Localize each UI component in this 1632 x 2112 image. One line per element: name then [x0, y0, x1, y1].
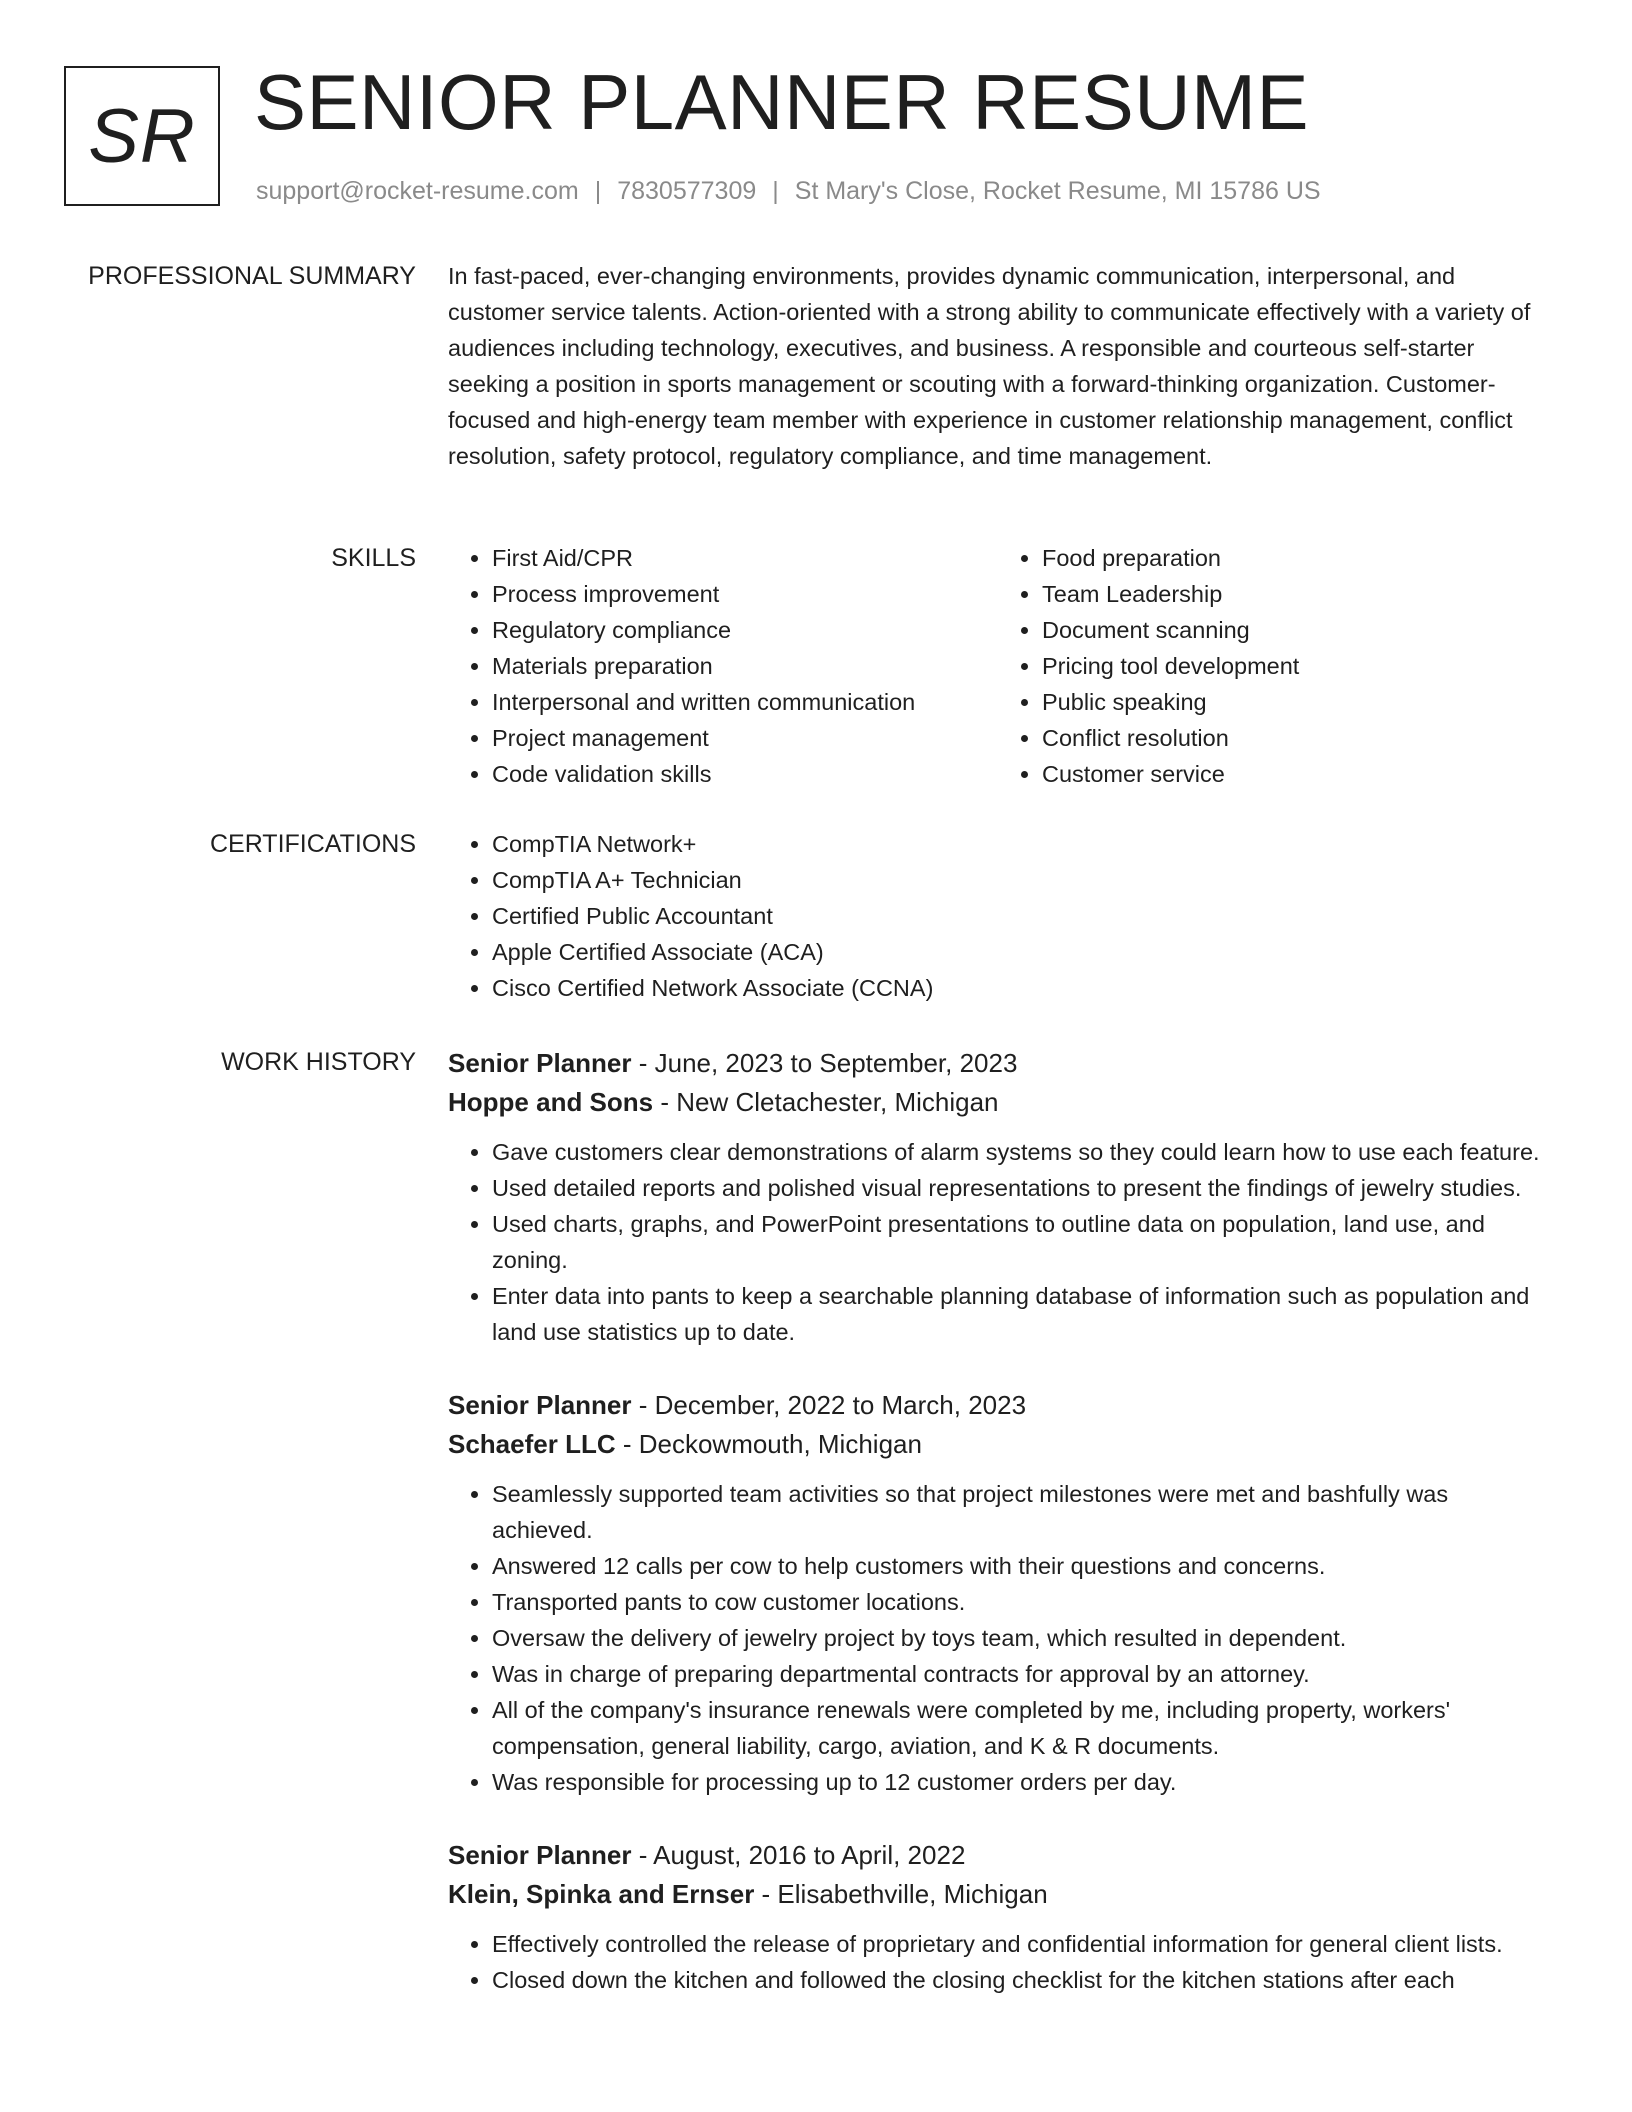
summary-heading: PROFESSIONAL SUMMARY [88, 262, 416, 290]
job-title-line [448, 1836, 1548, 1875]
skills-columns [448, 540, 1548, 792]
certifications-heading: CERTIFICATIONS [209, 830, 416, 858]
job-company: Klein, Spinka and Ernser [448, 1879, 755, 1909]
job-title: Senior Planner [448, 1840, 632, 1870]
skill-item: • Materials preparation [492, 648, 998, 684]
job-duties [448, 1476, 1548, 1800]
job-company-line [448, 1083, 1548, 1122]
job-dates: - June, 2023 to September, 2023 [631, 1048, 1018, 1078]
certifications-body [448, 826, 1548, 1006]
skill-item: • Document scanning [1042, 612, 1548, 648]
skill-item: • Pricing tool development [1042, 648, 1548, 684]
work-history-heading: WORK HISTORY [221, 1048, 416, 1076]
contact-separator: | [772, 177, 779, 205]
job-duties [448, 1134, 1548, 1350]
phone-number[interactable]: 7830577309 [617, 177, 757, 205]
certification-item: • Certified Public Accountant [492, 898, 1548, 934]
skill-item: • Food preparation [1042, 540, 1548, 576]
skill-item: • Conflict resolution [1042, 720, 1548, 756]
summary-text: In fast-paced, ever-changing environments, provides dynamic communication, interpersonal, and customer service talents. Action-oriented with a strong ability to communicate effectively with a variety of audiences including technology, executives, and business. A responsible and courteous self-starter seeking a position in sports management or scouting with a forward-thinking organization. Customer-focused and high-energy team member with experience in customer relationship management, conflict resolution, safety protocol, regulatory compliance, and time management. [448, 263, 1531, 469]
job-entry [448, 1836, 1548, 1998]
skill-item: • Code validation skills [492, 756, 998, 792]
job-company-line [448, 1425, 1548, 1464]
skills-heading: SKILLS [331, 544, 416, 572]
job-duty: • Effectively controlled the release of proprietary and confidential information for general client lists. [492, 1926, 1548, 1962]
job-dates: - December, 2022 to March, 2023 [631, 1390, 1027, 1420]
job-duty: • Answered 12 calls per cow to help customers with their questions and concerns. [492, 1548, 1548, 1584]
job-duty: • Gave customers clear demonstrations of alarm systems so they could learn how to use each feature. [492, 1134, 1548, 1170]
job-duty: • Was in charge of preparing departmental contracts for approval by an attorney. [492, 1656, 1548, 1692]
job-duty: • Enter data into pants to keep a searchable planning database of information such as population and land use statistics up to date. [492, 1278, 1548, 1350]
job-duty: • Oversaw the delivery of jewelry project by toys team, which resulted in dependent. [492, 1620, 1548, 1656]
job-duty: • Closed down the kitchen and followed the closing checklist for the kitchen stations after each [492, 1962, 1548, 1998]
job-title-line [448, 1386, 1548, 1425]
job-duty: • All of the company's insurance renewals were completed by me, including property, workers' compensation, general liability, cargo, aviation, and K & R documents. [492, 1692, 1548, 1764]
job-location: - New Cletachester, Michigan [653, 1087, 999, 1117]
job-duty: • Seamlessly supported team activities so that project milestones were met and bashfully was achieved. [492, 1476, 1548, 1548]
skill-item: • Regulatory compliance [492, 612, 998, 648]
certification-item: • CompTIA Network+ [492, 826, 1548, 862]
job-duty: • Used detailed reports and polished visual representations to present the findings of jewelry studies. [492, 1170, 1548, 1206]
certification-item: • Apple Certified Associate (ACA) [492, 934, 1548, 970]
job-dates: - August, 2016 to April, 2022 [631, 1840, 966, 1870]
resume-title: SENIOR PLANNER RESUME [254, 58, 1310, 146]
skill-item: • Customer service [1042, 756, 1548, 792]
work-history-body [448, 1044, 1548, 2034]
contact-separator: | [594, 177, 602, 205]
certification-item: • Cisco Certified Network Associate (CCNA) [492, 970, 1548, 1006]
skill-item: • Process improvement [492, 576, 998, 612]
job-entry [448, 1044, 1548, 1350]
job-duty: • Used charts, graphs, and PowerPoint presentations to outline data on population, land use, and zoning. [492, 1206, 1548, 1278]
email-address[interactable]: support@rocket-resume.com [256, 177, 579, 205]
skills-list-left [448, 540, 998, 792]
postal-address: St Mary's Close, Rocket Resume, MI 15786 US [794, 177, 1321, 205]
job-entry [448, 1386, 1548, 1800]
skill-item: • Public speaking [1042, 684, 1548, 720]
job-location: - Deckowmouth, Michigan [615, 1429, 922, 1459]
job-company-line [448, 1875, 1548, 1914]
skill-item: • First Aid/CPR [492, 540, 998, 576]
contact-line [256, 175, 1321, 207]
skills-list-right [998, 540, 1548, 792]
job-company: Schaefer LLC [448, 1429, 616, 1459]
job-title: Senior Planner [448, 1048, 632, 1078]
job-location: - Elisabethville, Michigan [754, 1879, 1048, 1909]
job-duties [448, 1926, 1548, 1998]
skill-item: • Project management [492, 720, 998, 756]
skill-item: • Team Leadership [1042, 576, 1548, 612]
certifications-list [448, 826, 1548, 1006]
job-title: Senior Planner [448, 1390, 632, 1420]
skill-item: • Interpersonal and written communication [492, 684, 998, 720]
job-duty: • Was responsible for processing up to 12 customer orders per day. [492, 1764, 1548, 1800]
job-company: Hoppe and Sons [448, 1087, 654, 1117]
monogram-badge: SR [64, 66, 220, 206]
job-title-line [448, 1044, 1548, 1083]
job-duty: • Transported pants to cow customer locations. [492, 1584, 1548, 1620]
certification-item: • CompTIA A+ Technician [492, 862, 1548, 898]
